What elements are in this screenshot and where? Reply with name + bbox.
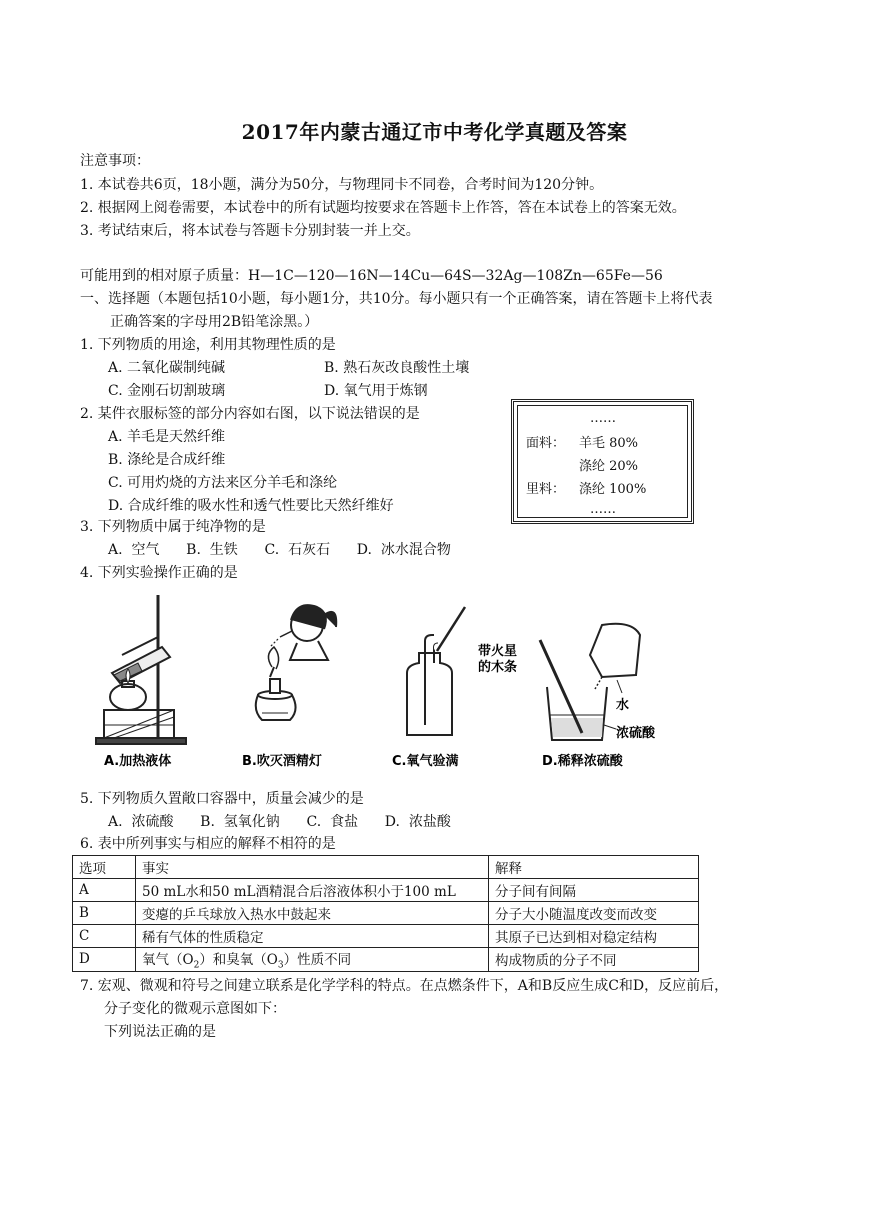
question-2-stem: 2. 某件衣服标签的部分内容如右图，以下说法错误的是 [80,406,420,422]
header-fact: 事实 [136,856,489,879]
notice-item: 2. 根据网上阅卷需要，本试卷中的所有试题均按要求在答题卡上作答，答在本试卷上的答案无效。 [80,200,686,216]
subscript: 2 [193,960,200,971]
q2-option-d: D. 合成纤维的吸水性和透气性要比天然纤维好 [108,498,394,514]
label-face-value-2: 涤纶 20% [579,459,639,474]
q5-options: A. 浓硫酸 B. 氢氧化钠 C. 食盐 D. 浓盐酸 [108,814,451,830]
question-7-stem-cont: 分子变化的微观示意图如下： [104,1001,286,1017]
notice-heading: 注意事项： [80,153,150,169]
section-heading: 一、选择题（本题包括10小题，每小题1分，共10分。每小题只有一个正确答案，请在答题卡上将代表 [80,291,713,307]
figure-caption-c: C.氧气验满 [392,754,459,769]
figure-d-diluting-acid [540,624,640,740]
q1-option-b: B. 熟石灰改良酸性土壤 [324,360,470,376]
facts-table [72,855,699,972]
label-dots-bottom: …… [590,502,616,517]
page-title: 2017年内蒙古通辽市中考化学真题及答案 [241,120,628,144]
table-cell: A [73,879,136,902]
table-cell: 50 mL水和50 mL酒精混合后溶液体积小于100 mL [136,879,489,902]
q1-option-c: C. 金刚石切割玻璃 [108,383,226,399]
lab-operations-figure [92,585,682,780]
q2-option-b: B. 涤纶是合成纤维 [108,452,226,468]
table-row [73,948,699,972]
question-7-stem: 7. 宏观、微观和符号之间建立联系是化学学科的特点。在点燃条件下，A和B反应生成C和D，反应前后， [80,978,729,994]
q1-option-d: D. 氧气用于炼钢 [324,383,428,399]
header-option: 选项 [73,856,136,879]
table-header-row [73,856,699,879]
figure-d-water-label: 水 [616,698,630,713]
table-cell: D [73,948,136,972]
figure-b-blowing-lamp [256,605,337,720]
table-row [73,902,699,925]
label-face-key: 面料： [526,436,566,451]
table-cell-ozone-fact [136,948,489,972]
q3-options: A. 空气 B. 生铁 C. 石灰石 D. 冰水混合物 [108,542,451,558]
subscript: 3 [277,960,284,971]
question-7-prompt: 下列说法正确的是 [104,1024,216,1040]
fact-text: 氧气（O [142,952,194,968]
label-lining-value: 涤纶 100% [579,482,647,497]
table-cell: C [73,925,136,948]
q2-option-c: C. 可用灼烧的方法来区分羊毛和涤纶 [108,475,338,491]
table-cell: 变瘪的乒乓球放入热水中鼓起来 [136,902,489,925]
label-lining-key: 里料： [526,482,566,497]
figure-d-acid-label: 浓硫酸 [616,726,656,741]
header-explanation: 解释 [489,856,699,879]
atomic-masses: 可能用到的相对原子质量：H—1C—120—16N—14Cu—64S—32Ag—108Zn—65Fe—56 [80,268,663,284]
figure-c-label-2: 的木条 [478,660,518,675]
question-6-stem: 6. 表中所列事实与相应的解释不相符的是 [80,836,336,852]
table-cell: 构成物质的分子不同 [489,948,699,972]
fact-text: ）性质不同 [283,952,352,968]
table-row [73,925,699,948]
table-cell: 分子间有间隔 [489,879,699,902]
notice-item: 1. 本试卷共6页，18小题，满分为50分，与物理同卡不同卷，合考时间为120分钟。 [80,177,604,193]
figure-a-heating-liquid [96,595,186,744]
question-4-stem: 4. 下列实验操作正确的是 [80,565,238,581]
table-cell: 稀有气体的性质稳定 [136,925,489,948]
fact-text: ）和臭氧（O [199,952,278,968]
q1-option-a: A. 二氧化碳制纯碱 [108,360,226,376]
question-1-stem: 1. 下列物质的用途，利用其物理性质的是 [80,337,336,353]
figure-c-oxygen-test [407,607,465,735]
question-5-stem: 5. 下列物质久置敞口容器中，质量会减少的是 [80,791,364,807]
table-cell: 分子大小随温度改变而改变 [489,902,699,925]
label-dots-top: …… [590,411,616,426]
label-face-value-1: 羊毛 80% [579,436,639,451]
section-heading-cont: 正确答案的字母用2B铅笔涂黑。） [110,314,319,330]
table-cell: B [73,902,136,925]
notice-item: 3. 考试结束后，将本试卷与答题卡分别封装一并上交。 [80,223,420,239]
table-row [73,879,699,902]
q2-option-a: A. 羊毛是天然纤维 [108,429,226,445]
table-cell: 其原子已达到相对稳定结构 [489,925,699,948]
clothing-label-box [511,399,694,524]
figure-caption-d: D.稀释浓硫酸 [542,754,623,769]
figure-caption-b: B.吹灭酒精灯 [242,754,322,769]
question-3-stem: 3. 下列物质中属于纯净物的是 [80,519,266,535]
figure-caption-a: A.加热液体 [104,754,172,769]
figure-c-label-1: 带火星 [478,644,518,659]
